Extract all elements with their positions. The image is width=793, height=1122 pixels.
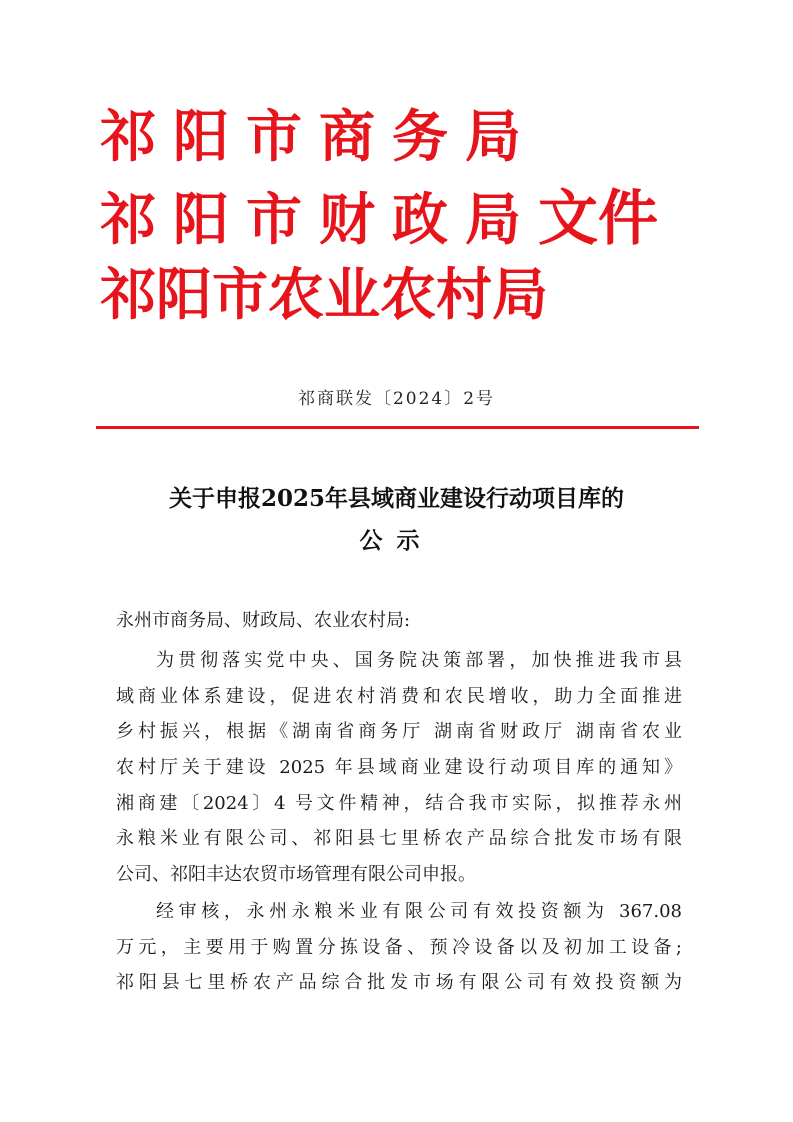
document-number: 祁商联发〔2024〕2号	[297, 389, 496, 409]
paragraph-line: 农村厅关于建设 2025 年县域商业建设行动项目库的通知》	[116, 757, 682, 779]
document-title-line1: 关于申报2025年县域商业建设行动项目库的	[168, 485, 624, 512]
letterhead-line-agriculture-bureau: 祁阳市农业农村局	[100, 263, 548, 328]
letterhead-finance-bureau-name: 祁阳市财政局	[100, 188, 538, 253]
paragraph-line: 湘商建〔2024〕4 号文件精神，结合我市实际，拟推荐永州	[116, 792, 682, 814]
paragraph-1	[116, 643, 682, 893]
paragraph-line: 乡村振兴，根据《湖南省商务厅 湖南省财政厅 湖南省农业	[116, 721, 682, 743]
salutation: 永州市商务局、财政局、农业农村局:	[116, 610, 411, 631]
red-separator-rule	[96, 426, 699, 429]
paragraph-line: 万元，主要用于购置分拣设备、预冷设备以及初加工设备;	[116, 936, 682, 958]
letterhead-line-commerce-bureau: 祁阳市商务局	[100, 105, 538, 170]
paragraph-line: 为贯彻落实党中央、国务院决策部署，加快推进我市县	[156, 650, 682, 671]
letterhead-line-finance-bureau	[100, 184, 658, 254]
document-title-line2: 公示	[359, 527, 434, 554]
paragraph-line: 公司、祁阳丰达农贸市场管理有限公司申报。	[116, 864, 476, 886]
paragraph-line: 经审核，永州永粮米业有限公司有效投资额为 367.08	[156, 901, 682, 922]
paragraph-2	[116, 894, 682, 1001]
paragraph-line: 域商业体系建设，促进农村消费和农民增收，助力全面推进	[116, 685, 682, 707]
paragraph-line: 祁阳县七里桥农产品综合批发市场有限公司有效投资额为	[116, 972, 682, 994]
paragraph-line: 永粮米业有限公司、祁阳县七里桥农产品综合批发市场有限	[116, 828, 682, 850]
letterhead-document-suffix: 文件	[538, 184, 658, 254]
